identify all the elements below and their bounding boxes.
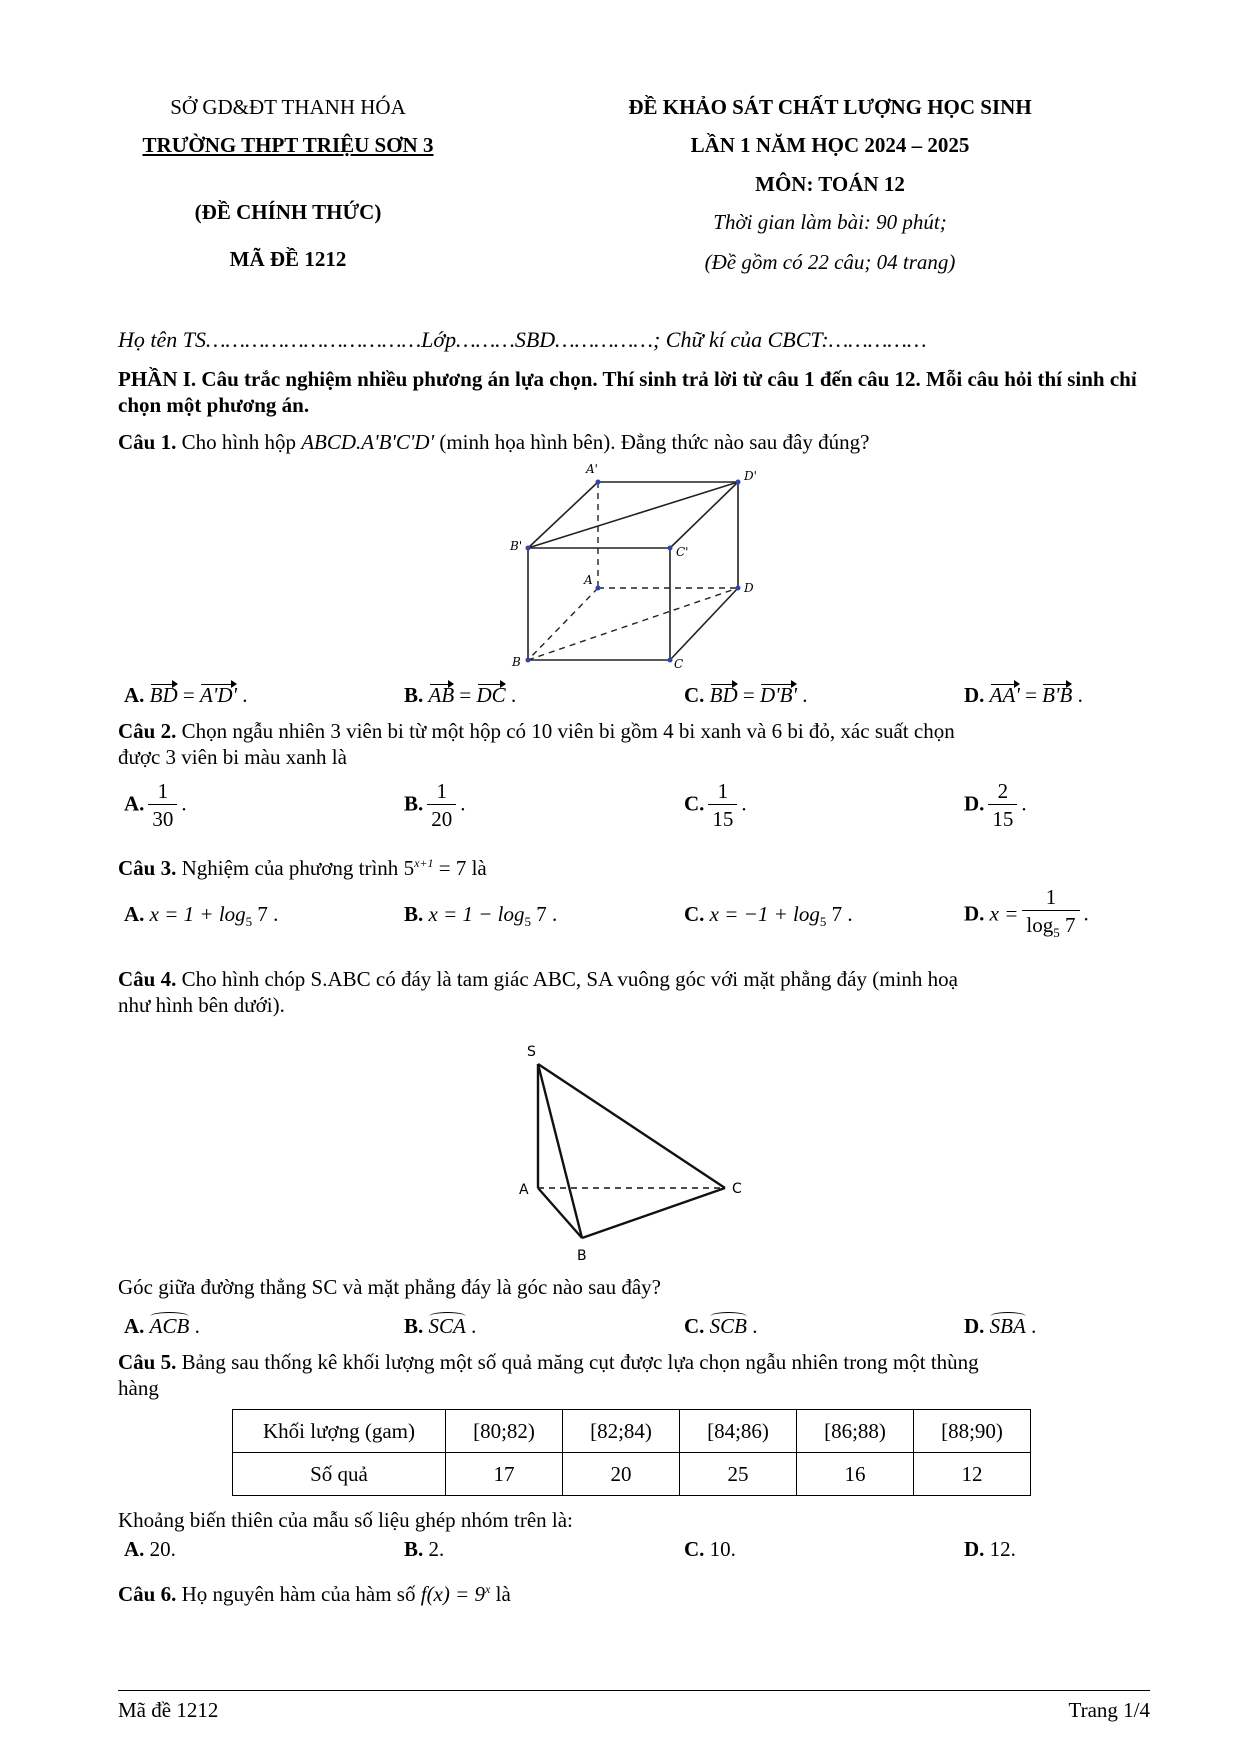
hidden-diagonal-bd (528, 588, 738, 660)
exam-time: Thời gian làm bài: 90 phút; (713, 210, 947, 234)
question-5-text1: Bảng sau thống kê khối lượng một số quả măng cụt được lựa chọn ngẫu nhiên trong một thùng (181, 1350, 979, 1374)
angle-symbol: SBA (989, 1314, 1026, 1338)
header-dept: SỞ GD&ĐT THANH HÓA (170, 95, 406, 119)
denominator: 15 (992, 807, 1014, 831)
numerator: 1 (708, 778, 737, 805)
question-5-text2: hàng (118, 1376, 159, 1400)
hidden-edge-ab (528, 588, 598, 660)
label-c: C (674, 657, 684, 670)
table-header-row (233, 1410, 1031, 1453)
vector-right: A'D' (200, 683, 237, 707)
table-cell: 17 (446, 1453, 563, 1496)
log-base: 5 (819, 914, 827, 930)
option-label: D. (964, 1314, 985, 1338)
vector-left: BD (709, 683, 738, 707)
question-4-label: Câu 4. (118, 967, 177, 991)
numerator: 2 (988, 778, 1017, 805)
question-2-label: Câu 2. (118, 719, 177, 743)
option-label: B. (404, 791, 424, 816)
log-base: 5 (245, 914, 253, 930)
table-cell: 20 (563, 1453, 680, 1496)
edge-b1a1 (528, 482, 598, 548)
fraction (148, 778, 177, 833)
question-4-option-a[interactable]: A. ACB . (124, 1314, 200, 1338)
option-label: D. (964, 791, 985, 816)
option-label: B. (404, 683, 424, 707)
option-label: B. (404, 1314, 424, 1338)
option-expr-tail: 7 . (826, 902, 853, 926)
question-1-math: ABCD.A'B'C'D' (301, 430, 435, 454)
log-base: 5 (524, 914, 532, 930)
diagonal-b1d1 (528, 482, 738, 548)
footer-page: Trang 1/4 (1068, 1698, 1150, 1722)
table-cell: [80;82) (446, 1410, 563, 1453)
edge-bc (582, 1188, 725, 1238)
numerator: 1 (148, 778, 177, 805)
log-text: log (1026, 913, 1054, 937)
question-3-exponent: x+1 (414, 856, 434, 870)
fraction (427, 778, 456, 833)
header-school (118, 133, 458, 158)
option-label: A. (124, 791, 145, 816)
option-label: C. (684, 791, 705, 816)
question-2-option-d[interactable]: D. $\frac{2}{15}$ . (964, 779, 1027, 831)
option-expr-tail: 7 . (531, 902, 558, 926)
numerator: 1 (427, 778, 456, 805)
vector-left: AB (428, 683, 455, 707)
question-3-rhs: = 7 (438, 856, 467, 880)
header-official: (ĐỀ CHÍNH THỨC) (194, 200, 382, 224)
question-6-stem (118, 1576, 1158, 1607)
question-1-stem (118, 429, 1158, 455)
table-cell: [88;90) (914, 1410, 1031, 1453)
option-label: D. (964, 683, 985, 707)
question-6-exponent: x (485, 1582, 491, 1596)
table-cell: 12 (914, 1453, 1031, 1496)
option-label: C. (684, 902, 705, 926)
question-4-text1: Cho hình chóp S.ABC có đáy là tam giác ABC, SA vuông góc với mặt phẳng đáy (minh hoạ (181, 967, 958, 991)
table-cell: [84;86) (680, 1410, 797, 1453)
question-5-option-d[interactable] (964, 1537, 1016, 1562)
question-4-option-c[interactable]: C. SCB . (684, 1314, 758, 1338)
question-6-function: f(x) = 9 (420, 1582, 486, 1606)
option-label: D. (964, 1537, 985, 1561)
fraction (708, 778, 737, 833)
denominator: 30 (152, 807, 174, 831)
question-2-option-c[interactable]: C. $\frac{1}{15}$ . (684, 779, 747, 831)
question-3-label: Câu 3. (118, 856, 177, 880)
log-arg: 7 (1059, 913, 1076, 937)
question-2-text2: được 3 viên bi màu xanh là (118, 745, 347, 769)
question-2-option-b[interactable]: B. $\frac{1}{20}$ . (404, 779, 466, 831)
denominator (1022, 911, 1079, 947)
question-5-option-a[interactable] (124, 1537, 176, 1562)
option-label: A. (124, 1314, 145, 1338)
pyramid-figure (515, 1038, 765, 1268)
label-a-prime: A' (586, 462, 598, 476)
question-1-option-c[interactable]: C. BD = D'B' . (684, 683, 808, 707)
option-label: A. (124, 1537, 145, 1561)
footer-code: Mã đề 1212 (118, 1698, 219, 1722)
vector-left: BD (149, 683, 178, 707)
question-2-text1: Chọn ngẫu nhiên 3 viên bi từ một hộp có 10 viên bi gồm 4 bi xanh và 6 bi đỏ, xác suất chọn (181, 719, 955, 743)
question-3-text-a: Nghiệm của phương trình (181, 856, 399, 880)
question-5-question: Khoảng biến thiên của mẫu số liệu ghép nhóm trên là: (118, 1508, 573, 1532)
option-label: A. (124, 683, 145, 707)
option-label: A. (124, 902, 145, 926)
option-label: C. (684, 1314, 705, 1338)
label-d-prime: D' (744, 469, 757, 483)
question-4-text2: như hình bên dưới). (118, 993, 285, 1017)
question-1-option-b[interactable]: B. AB = DC . (404, 683, 517, 707)
option-label: B. (404, 1537, 424, 1561)
table-row (233, 1453, 1031, 1496)
question-2-option-a[interactable]: A. $\frac{1}{30}$ . (124, 779, 187, 831)
question-1-option-d[interactable]: D. AA' = B'B . (964, 683, 1083, 707)
angle-symbol: ACB (149, 1314, 190, 1338)
question-3-base: 5 (403, 856, 415, 880)
question-4-stem (118, 966, 1158, 992)
option-expr-tail: 7 . (252, 902, 279, 926)
exam-title: ĐỀ KHẢO SÁT CHẤT LƯỢNG HỌC SINH (628, 95, 1032, 119)
label-b: B (577, 1248, 587, 1264)
exam-subject: MÔN: TOÁN 12 (755, 172, 905, 196)
question-3-option-a[interactable] (124, 902, 278, 930)
edge-sc (538, 1064, 725, 1188)
label-d: D (744, 581, 754, 595)
question-3-text-b: là (471, 856, 487, 880)
question-3-option-c[interactable] (684, 902, 853, 930)
mass-frequency-table (232, 1409, 1031, 1496)
label-a: A (584, 573, 593, 587)
option-expr: x = 1 − log (428, 902, 525, 926)
footer-divider (118, 1690, 1150, 1691)
label-b-prime: B' (510, 539, 523, 553)
angle-symbol: SCA (428, 1314, 466, 1338)
vector-right: DC (476, 683, 506, 707)
vector-right: D'B' (760, 683, 797, 707)
log-base: 5 (1053, 925, 1060, 941)
question-5-stem (118, 1349, 1158, 1375)
question-2-stem (118, 718, 1158, 744)
question-4-option-d[interactable]: D. SBA . (964, 1314, 1037, 1338)
question-1-option-a[interactable]: A. BD = A'D' . (124, 683, 248, 707)
option-value: 20. (149, 1537, 176, 1561)
question-1-text-b: (minh họa hình bên). Đẳng thức nào sau đây đúng? (439, 430, 870, 454)
question-6-text-b: là (495, 1582, 511, 1606)
exam-round: LẦN 1 NĂM HỌC 2024 – 2025 (690, 133, 970, 157)
question-1-text-a: Cho hình hộp (181, 430, 296, 454)
option-value: 2. (428, 1537, 445, 1561)
part-1-heading: PHẦN I. Câu trắc nghiệm nhiều phương án lựa chọn. Thí sinh trả lời từ câu 1 đến câu 12. Mỗi câu hỏi thí sinh chỉ chọn một phương án. (118, 367, 1137, 417)
angle-symbol: SCB (709, 1314, 748, 1338)
parallelepiped-figure (500, 460, 780, 670)
option-label: B. (404, 902, 424, 926)
question-6-label: Câu 6. (118, 1582, 177, 1606)
option-label: C. (684, 1537, 705, 1561)
label-a: A (519, 1182, 529, 1198)
label-s: S (527, 1044, 536, 1060)
table-cell: 25 (680, 1453, 797, 1496)
option-label: D. (964, 901, 985, 926)
question-5-label: Câu 5. (118, 1350, 177, 1374)
exam-pages: (Đề gồm có 22 câu; 04 trang) (704, 250, 956, 274)
option-expr: x = −1 + log (709, 902, 820, 926)
option-expr: x = 1 + log (149, 902, 246, 926)
question-3-option-b[interactable] (404, 902, 557, 930)
option-label: C. (684, 683, 705, 707)
label-c: C (732, 1181, 742, 1197)
option-value: 12. (989, 1537, 1016, 1561)
question-5-option-c[interactable] (684, 1537, 736, 1562)
question-4-question: Góc giữa đường thẳng SC và mặt phẳng đáy là góc nào sau đây? (118, 1275, 661, 1299)
header-code: MÃ ĐỀ 1212 (229, 247, 347, 271)
label-b: B (512, 655, 521, 669)
table-cell: Khối lượng (gam) (233, 1410, 446, 1453)
question-3-stem (118, 850, 1158, 881)
question-4-option-b[interactable]: B. SCA . (404, 1314, 477, 1338)
fraction (1022, 884, 1079, 947)
table-cell: 16 (797, 1453, 914, 1496)
option-value: 10. (709, 1537, 736, 1561)
option-expr: x = (989, 901, 1019, 926)
vector-right: B'B (1042, 683, 1073, 707)
question-5-option-b[interactable] (404, 1537, 444, 1562)
table-cell: Số quả (233, 1453, 446, 1496)
header-school-text: TRƯỜNG THPT TRIỆU SƠN 3 (142, 133, 434, 157)
edge-cd (670, 588, 738, 660)
label-c-prime: C' (676, 545, 689, 559)
table-cell: [86;88) (797, 1410, 914, 1453)
numerator: 1 (1022, 884, 1079, 911)
question-3-option-d[interactable]: D. x = $\frac{1}{\log_5 7}$ . (964, 884, 1089, 947)
table-cell: [82;84) (563, 1410, 680, 1453)
question-1-label: Câu 1. (118, 430, 177, 454)
fraction (988, 778, 1017, 833)
denominator: 15 (712, 807, 734, 831)
denominator: 20 (431, 807, 453, 831)
vector-left: AA' (989, 683, 1020, 707)
candidate-line: Họ tên TS……………………………Lớp………SBD……………; Chữ kí của CBCT:…………… (118, 327, 927, 352)
question-6-text-a: Họ nguyên hàm của hàm số (181, 1582, 416, 1606)
